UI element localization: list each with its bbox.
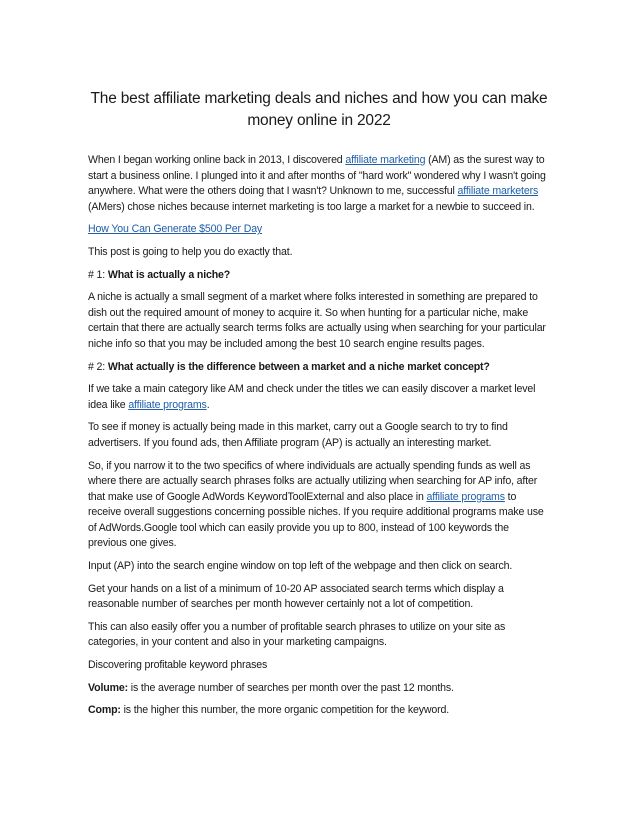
discover-heading: Discovering profitable keyword phrases	[88, 659, 268, 672]
volume-text: is the average number of searches per month over the past 12 months.	[127, 681, 454, 694]
question-1-number: # 1:	[88, 268, 108, 281]
comp-label: Comp:	[88, 704, 121, 717]
question-2-text: What actually is the difference between a market and a niche market concept?	[107, 360, 490, 373]
market-text-1: If we take a main category like AM and check under the titles we can easily discover a market level idea like	[88, 383, 536, 411]
affiliate-marketers-link[interactable]: affiliate marketers	[457, 185, 539, 198]
narrow-text-2: to receive overall suggestions concerning possible niches. If you require additional programs make use of AdWords.Google tool which can easily provide you up to 800, instead of 100 keywords the previous one gives.	[88, 490, 544, 550]
volume-label: Volume:	[88, 681, 128, 694]
affiliate-marketing-link[interactable]: affiliate marketing	[345, 154, 426, 166]
narrow-paragraph	[88, 459, 550, 553]
narrow-text-1: So, if you narrow it to the two specifics of where individuals are actually spending funds as well as where there are actually search phrases folks are actually utilizing when searching for AP info, after that make use of Google AdWords KeywordToolExternal and also place in	[88, 459, 538, 503]
question-1	[88, 268, 550, 284]
affiliate-programs-link-1[interactable]: affiliate programs	[128, 398, 207, 411]
generate-link-paragraph	[88, 222, 550, 238]
question-2-number: # 2:	[88, 360, 108, 373]
search-paragraph: To see if money is actually being made in this market, carry out a Google search to try to find advertisers. If you found ads, then Affiliate program (AP) is actually an interesting market.	[88, 421, 508, 449]
generate-500-link[interactable]: How You Can Generate $500 Per Day	[88, 223, 263, 236]
input-paragraph: Input (AP) into the search engine window on top left of the webpage and then click on search.	[88, 560, 513, 573]
comp-text: is the higher this number, the more organic competition for the keyword.	[120, 704, 450, 717]
question-2	[88, 360, 550, 376]
intro-text-3: (AMers) chose niches because internet marketing is too large a market for a newbie to succeed in.	[88, 200, 535, 213]
help-paragraph: This post is going to help you do exactly that.	[88, 245, 293, 258]
intro-paragraph	[88, 153, 550, 215]
affiliate-programs-link-2[interactable]: affiliate programs	[426, 490, 505, 503]
market-text-2: .	[206, 398, 210, 411]
intro-text-2: (AM) as the surest way to start a business online. I plunged into it and after months of "hard work" wondered why I wasn't going anywhere. What were the others doing that I wasn't? Unknown to me, successful	[88, 154, 546, 198]
page-title: The best affiliate marketing deals and niches and how you can make money online in 2022	[90, 90, 548, 129]
intro-text-1: When I began working online back in 2013, I discovered	[88, 154, 346, 166]
niche-paragraph: A niche is actually a small segment of a market where folks interested in something are prepared to dish out the required amount of money to acquire it. So when hunting for a particular niche, make certain that there are actually search terms folks are actually using when searching for your particular niche info so that you may be included among the best 10 search engine results pages.	[88, 291, 546, 350]
document-page	[88, 88, 550, 726]
market-paragraph	[88, 382, 550, 413]
offer-paragraph: This can also easily offer you a number of profitable search phrases to utilize on your site as categories, in your content and also in your marketing campaigns.	[88, 620, 506, 649]
list-paragraph: Get your hands on a list of a minimum of 10-20 AP associated search terms which display a reasonable number of searches per month however certainly not a lot of competition.	[88, 582, 504, 611]
comp-paragraph	[88, 703, 550, 719]
question-1-text: What is actually a niche?	[107, 268, 231, 281]
volume-paragraph	[88, 681, 550, 697]
